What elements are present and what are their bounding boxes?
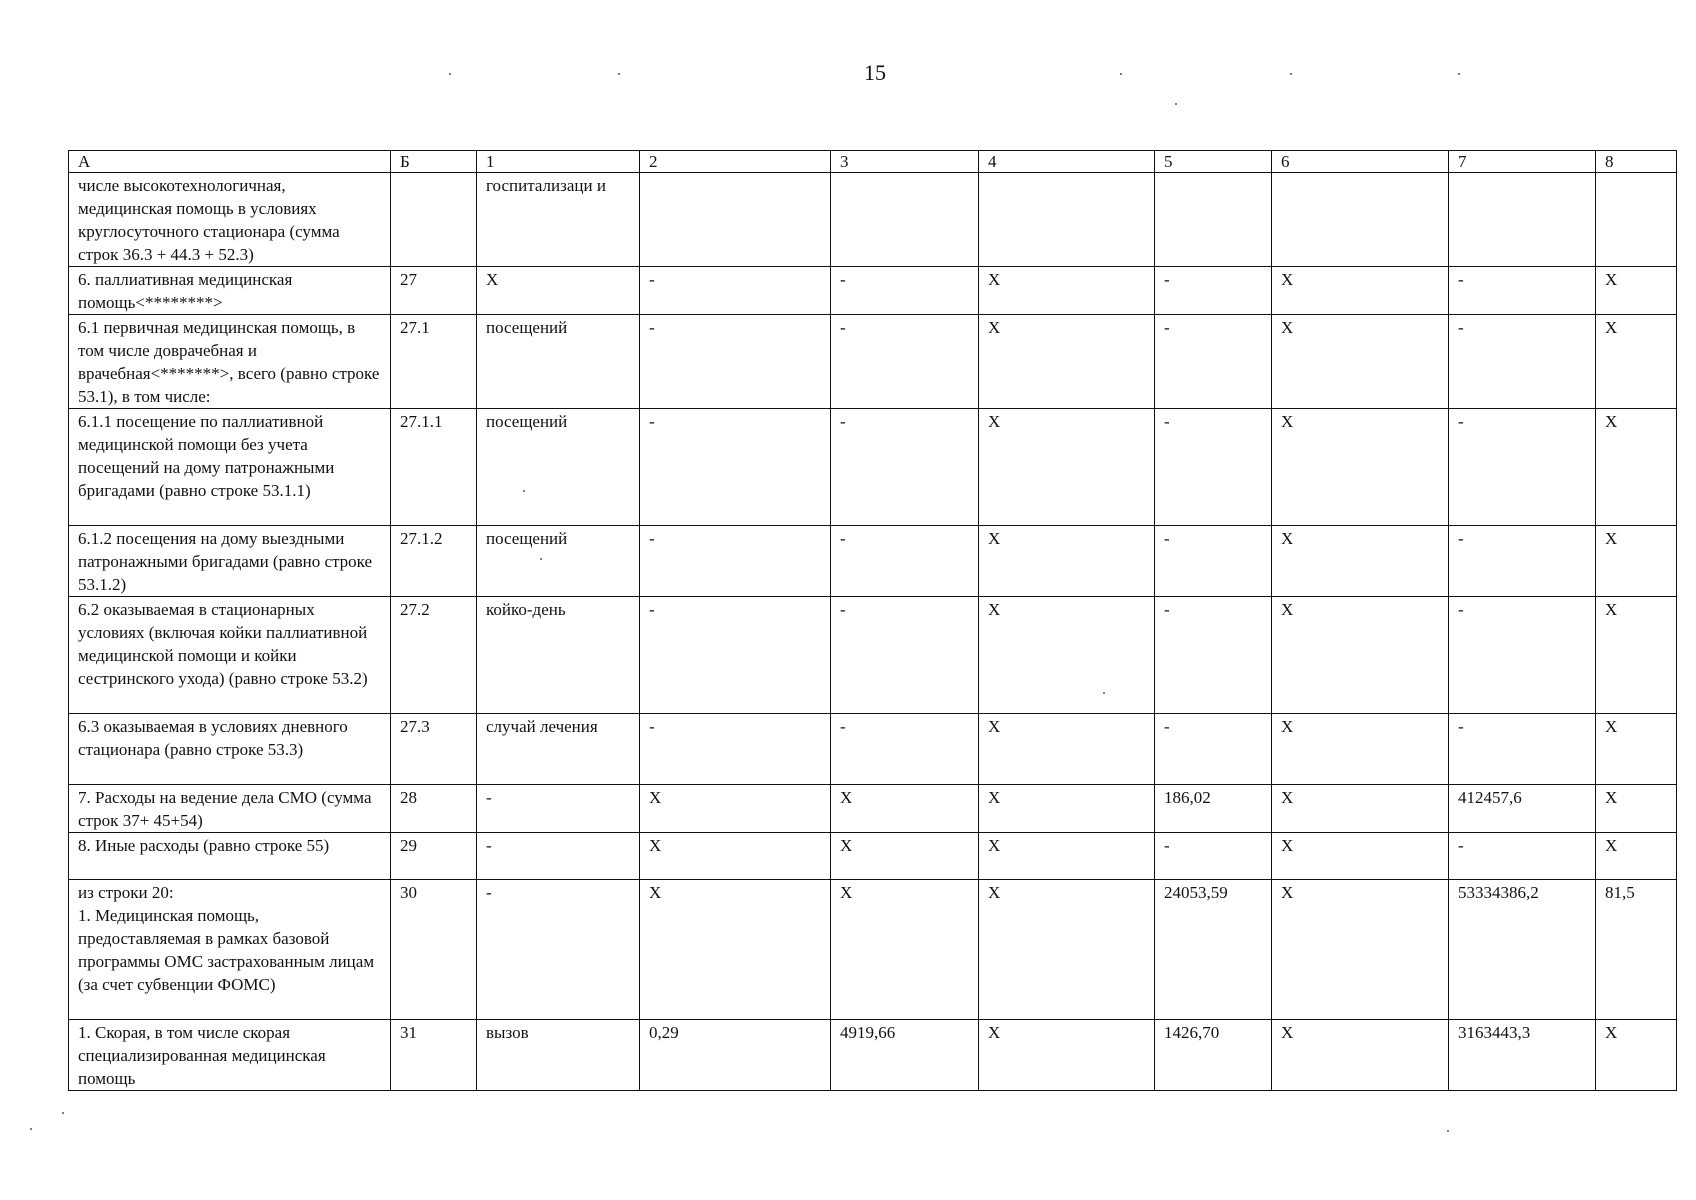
- cell-r6-c8: -: [1449, 714, 1596, 785]
- cell-r10-c0: 1. Скорая, в том числе скорая специализированная медицинская помощь: [69, 1020, 391, 1091]
- cell-r9-c6: 24053,59: [1155, 880, 1272, 1020]
- table-row: [69, 173, 1677, 267]
- cell-r1-c5: X: [979, 267, 1155, 315]
- cell-r9-c5: X: [979, 880, 1155, 1020]
- cell-r7-c8: 412457,6: [1449, 785, 1596, 833]
- cell-r3-c9: X: [1596, 409, 1677, 526]
- cell-r8-c5: X: [979, 833, 1155, 880]
- cell-r8-c0: 8. Иные расходы (равно строке 55): [69, 833, 391, 880]
- cell-r5-c6: -: [1155, 597, 1272, 714]
- cell-r3-c6: -: [1155, 409, 1272, 526]
- cell-r7-c6: 186,02: [1155, 785, 1272, 833]
- cell-r0-c4: [831, 173, 979, 267]
- cell-r9-c3: X: [640, 880, 831, 1020]
- header-cell-0: А: [69, 151, 391, 173]
- cell-r4-c9: X: [1596, 526, 1677, 597]
- cell-r10-c4: 4919,66: [831, 1020, 979, 1091]
- cell-r2-c9: X: [1596, 315, 1677, 409]
- cell-r10-c2: вызов: [477, 1020, 640, 1091]
- table-row: [69, 315, 1677, 409]
- cell-r6-c5: X: [979, 714, 1155, 785]
- cell-r0-c1: [391, 173, 477, 267]
- cell-r1-c0: 6. паллиативная медицинская помощь<********>: [69, 267, 391, 315]
- cell-r2-c0: 6.1 первичная медицинская помощь, в том числе доврачебная и врачебная<*******>, всего (равно строке 53.1), в том числе:: [69, 315, 391, 409]
- table-header-row: [69, 151, 1677, 173]
- table-row: [69, 714, 1677, 785]
- cell-r6-c4: -: [831, 714, 979, 785]
- header-cell-9: 8: [1596, 151, 1677, 173]
- cell-r9-c2: -: [477, 880, 640, 1020]
- cell-r4-c8: -: [1449, 526, 1596, 597]
- cell-r7-c0: 7. Расходы на ведение дела СМО (сумма строк 37+ 45+54): [69, 785, 391, 833]
- cell-r5-c8: -: [1449, 597, 1596, 714]
- cell-r4-c4: -: [831, 526, 979, 597]
- table-row: [69, 409, 1677, 526]
- cell-r9-c7: X: [1272, 880, 1449, 1020]
- cell-r7-c9: X: [1596, 785, 1677, 833]
- cell-r4-c3: -: [640, 526, 831, 597]
- cell-r4-c0: 6.1.2 посещения на дому выездными патронажными бригадами (равно строке 53.1.2): [69, 526, 391, 597]
- cell-r3-c1: 27.1.1: [391, 409, 477, 526]
- cell-r0-c7: [1272, 173, 1449, 267]
- cell-r2-c4: -: [831, 315, 979, 409]
- cell-r7-c4: X: [831, 785, 979, 833]
- cell-r7-c3: X: [640, 785, 831, 833]
- header-cell-3: 2: [640, 151, 831, 173]
- cell-r4-c1: 27.1.2: [391, 526, 477, 597]
- cell-r5-c1: 27.2: [391, 597, 477, 714]
- cell-r9-c1: 30: [391, 880, 477, 1020]
- cell-r5-c0: 6.2 оказываемая в стационарных условиях (включая койки паллиативной медицинской помощи и койки сестринского ухода) (равно строке 53.2): [69, 597, 391, 714]
- cell-r3-c4: -: [831, 409, 979, 526]
- cell-r0-c8: [1449, 173, 1596, 267]
- cell-r3-c3: -: [640, 409, 831, 526]
- cell-r0-c6: [1155, 173, 1272, 267]
- cell-r1-c9: X: [1596, 267, 1677, 315]
- cell-r2-c7: X: [1272, 315, 1449, 409]
- cell-r8-c2: -: [477, 833, 640, 880]
- header-cell-4: 3: [831, 151, 979, 173]
- cell-r8-c4: X: [831, 833, 979, 880]
- cell-r4-c6: -: [1155, 526, 1272, 597]
- table-row: [69, 833, 1677, 880]
- cell-r8-c3: X: [640, 833, 831, 880]
- header-cell-1: Б: [391, 151, 477, 173]
- header-cell-5: 4: [979, 151, 1155, 173]
- cell-r4-c5: X: [979, 526, 1155, 597]
- cell-r1-c3: -: [640, 267, 831, 315]
- cell-r7-c1: 28: [391, 785, 477, 833]
- cell-r7-c7: X: [1272, 785, 1449, 833]
- table-row: [69, 785, 1677, 833]
- header-cell-8: 7: [1449, 151, 1596, 173]
- cell-r0-c3: [640, 173, 831, 267]
- cell-r2-c8: -: [1449, 315, 1596, 409]
- cell-r6-c0: 6.3 оказываемая в условиях дневного стационара (равно строке 53.3): [69, 714, 391, 785]
- table-row: [69, 1020, 1677, 1091]
- cell-r8-c8: -: [1449, 833, 1596, 880]
- cell-r6-c2: случай лечения: [477, 714, 640, 785]
- cell-r4-c2: посещений: [477, 526, 640, 597]
- cell-r2-c2: посещений: [477, 315, 640, 409]
- table-row: [69, 526, 1677, 597]
- cell-r0-c5: [979, 173, 1155, 267]
- cell-r5-c3: -: [640, 597, 831, 714]
- cell-r8-c7: X: [1272, 833, 1449, 880]
- cell-r7-c2: -: [477, 785, 640, 833]
- cell-r0-c0: числе высокотехнологичная, медицинская помощь в условиях круглосуточного стационара (сумма строк 36.3 + 44.3 + 52.3): [69, 173, 391, 267]
- cell-r8-c1: 29: [391, 833, 477, 880]
- cell-r3-c7: X: [1272, 409, 1449, 526]
- cell-r5-c2: койко-день: [477, 597, 640, 714]
- cell-r1-c1: 27: [391, 267, 477, 315]
- cell-r2-c5: X: [979, 315, 1155, 409]
- cell-r10-c1: 31: [391, 1020, 477, 1091]
- cell-r1-c2: X: [477, 267, 640, 315]
- cell-r10-c9: X: [1596, 1020, 1677, 1091]
- cell-r9-c4: X: [831, 880, 979, 1020]
- financing-table: [68, 150, 1677, 1091]
- cell-r9-c8: 53334386,2: [1449, 880, 1596, 1020]
- cell-r5-c5: X: [979, 597, 1155, 714]
- cell-r9-c0: из строки 20: 1. Медицинская помощь, предоставляемая в рамках базовой программы ОМС застрахованным лицам (за счет субвенции ФОМС): [69, 880, 391, 1020]
- table-row: [69, 597, 1677, 714]
- cell-r8-c6: -: [1155, 833, 1272, 880]
- cell-r2-c6: -: [1155, 315, 1272, 409]
- cell-r6-c9: X: [1596, 714, 1677, 785]
- header-cell-7: 6: [1272, 151, 1449, 173]
- cell-r2-c3: -: [640, 315, 831, 409]
- header-cell-6: 5: [1155, 151, 1272, 173]
- cell-r10-c6: 1426,70: [1155, 1020, 1272, 1091]
- cell-r4-c7: X: [1272, 526, 1449, 597]
- cell-r6-c6: -: [1155, 714, 1272, 785]
- cell-r6-c3: -: [640, 714, 831, 785]
- cell-r5-c7: X: [1272, 597, 1449, 714]
- cell-r10-c3: 0,29: [640, 1020, 831, 1091]
- cell-r1-c7: X: [1272, 267, 1449, 315]
- cell-r3-c8: -: [1449, 409, 1596, 526]
- cell-r1-c8: -: [1449, 267, 1596, 315]
- table-row: [69, 267, 1677, 315]
- cell-r6-c1: 27.3: [391, 714, 477, 785]
- cell-r10-c7: X: [1272, 1020, 1449, 1091]
- cell-r9-c9: 81,5: [1596, 880, 1677, 1020]
- cell-r0-c2: госпитализаци и: [477, 173, 640, 267]
- cell-r10-c8: 3163443,3: [1449, 1020, 1596, 1091]
- cell-r7-c5: X: [979, 785, 1155, 833]
- cell-r3-c0: 6.1.1 посещение по паллиативной медицинской помощи без учета посещений на дому патронажными бригадами (равно строке 53.1.1): [69, 409, 391, 526]
- cell-r0-c9: [1596, 173, 1677, 267]
- header-cell-2: 1: [477, 151, 640, 173]
- cell-r8-c9: X: [1596, 833, 1677, 880]
- cell-r3-c5: X: [979, 409, 1155, 526]
- cell-r3-c2: посещений: [477, 409, 640, 526]
- cell-r1-c4: -: [831, 267, 979, 315]
- table-row: [69, 880, 1677, 1020]
- page-number: 15: [864, 60, 886, 85]
- cell-r10-c5: X: [979, 1020, 1155, 1091]
- cell-r5-c9: X: [1596, 597, 1677, 714]
- cell-r5-c4: -: [831, 597, 979, 714]
- cell-r1-c6: -: [1155, 267, 1272, 315]
- cell-r2-c1: 27.1: [391, 315, 477, 409]
- cell-r6-c7: X: [1272, 714, 1449, 785]
